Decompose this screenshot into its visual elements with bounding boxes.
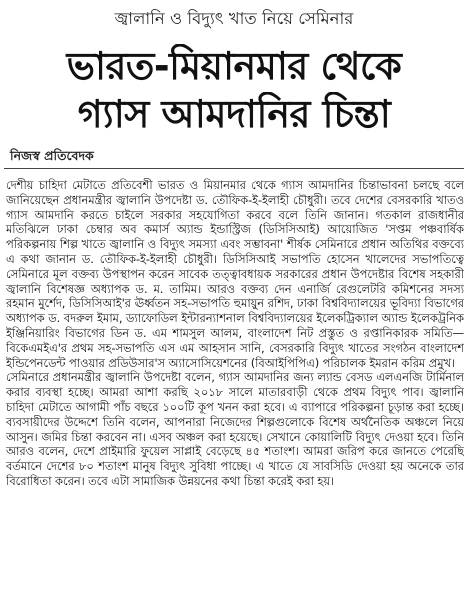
body-paragraph-2: সেমিনারে প্রধানমন্ত্রীর জ্বালানি উপদেষ্টা বলেন, গ্যাস আমদানির জন্য ল্যান্ড বেসড এলএনজি টার্মিনাল করার ব্যবস্থা হচ্ছে। আমরা আশা করছি ২০১৮ সালে মাতারবাড়ী থেকে প্রথম বিদ্যুৎ পাব। জ্বালানি চাহিদা মেটাতে আগামী পাঁচ বছরে ১০০টি কূপ খনন করা হবে। এ ব্যাপারে পরিকল্পনা চূড়ান্ত করা হচ্ছে। ব্যবসায়ীদের উদ্দেশে তিনি বলেন, আপনারা নিজেদের শিল্পগুলোকে বিশেষ অর্থনৈতিক অঞ্চলে নিয়ে আসুন। জমির চিন্তা করবেন না। এসব অঞ্চল করা হয়েছে। সেখানে কোয়ালিটি বিদ্যুৎ দেওয়া হবে। তিনি আরও বলেন, দেশে প্রাইমারি ফুয়েল সাপ্লাই বেড়েছে ৪৫ শতাংশ। আমরা জরিপ করে জানতে পেরেছি বর্তমানে দেশের ৮০ শতাংশ মানুষ বিদ্যুৎ সুবিধা পাচ্ছে। এ খাতে যে সাবসিডি দেওয়া হয় অনেকে তার বিরোধিতা করেন। তবে এটা সামাজিক উন্নয়নের কথা চিন্তা করেই করা হয়। [6,370,464,488]
article-body [6,178,464,588]
divider-rule [4,168,464,169]
headline-line-1: ভারত-মিয়ানমার থেকে [66,44,402,88]
headline-line-2: গ্যাস আমদানির চিন্তা [77,92,391,136]
kicker-subheading: জ্বালানি ও বিদ্যুৎ খাত নিয়ে সেমিনার [114,9,354,28]
body-paragraph-1: দেশীয় চাহিদা মেটাতে প্রতিবেশী ভারত ও মিয়ানমার থেকে গ্যাস আমদানির চিন্তাভাবনা চলছে বলে জানিয়েছেন প্রধানমন্ত্রীর জ্বালানি উপদেষ্টা ড. তৌফিক-ই-ইলাহী চৌধুরী। তবে দেশের বেসরকারি খাতও গ্যাস আমদানি করতে চাইলে সরকার সহযোগিতা করবে বলে তিনি জানান। গতকাল রাজধানীর মতিঝিলে ঢাকা চেম্বার অব কমার্স অ্যান্ড ইন্ডাস্ট্রিজ (ডিসিসিআই) আয়োজিত 'সপ্তম পঞ্চবার্ষিক পরিকল্পনায় শিল্প খাতে জ্বালানি ও বিদ্যুৎ সমস্যা এবং সম্ভাবনা' শীর্ষক সেমিনারে প্রধান অতিথির বক্তব্যে এ কথা জানান ড. তৌফিক-ই-ইলাহী চৌধুরী। ডিসিসিআই সভাপতি হোসেন খালেদের সভাপতিত্বে সেমিনারে মূল বক্তব্য উপস্থাপন করেন সাবেক তত্ত্বাবধায়ক সরকারের প্রধান উপদেষ্টার বিশেষ সহকারী জ্বালানি বিশেষজ্ঞ অধ্যাপক ড. ম. তামিম। আরও বক্তব্য দেন এনার্জি রেগুলেটরি কমিশনের সদস্য রহমান মুর্শেদ, ডিসিসিআই'র ঊর্ধ্বতন সহ-সভাপতি হুমায়ুন রশিদ, ঢাকা বিশ্ববিদ্যালয়ের ভূবিদ্যা বিভাগের অধ্যাপক ড. বদরুল ইমাম, ড্যাফোডিল ইন্টারন্যাশনাল বিশ্ববিদ্যালয়ের ইলেকট্রিক্যাল অ্যান্ড ইলেকট্রনিক ইঞ্জিনিয়ারিং বিভাগের ডিন ড. এম শামসুল আলম, বাংলাদেশ নিট প্রস্তুত ও রপ্তানিকারক সমিতি—বিকেএমইএ'র প্রথম সহ-সভাপতি এস এম আহসান সানি, বেসরকারি বিদ্যুৎ খাতের সংগঠন বাংলাদেশ ইন্ডিপেনডেন্ট পাওয়ার প্রডিউসার'স অ্যাসোসিয়েশনের (বিআইপিপিএ) পরিচালক ইমরান করিম প্রমুখ। [6,178,464,370]
byline: নিজস্ব প্রতিবেদক [10,148,94,163]
